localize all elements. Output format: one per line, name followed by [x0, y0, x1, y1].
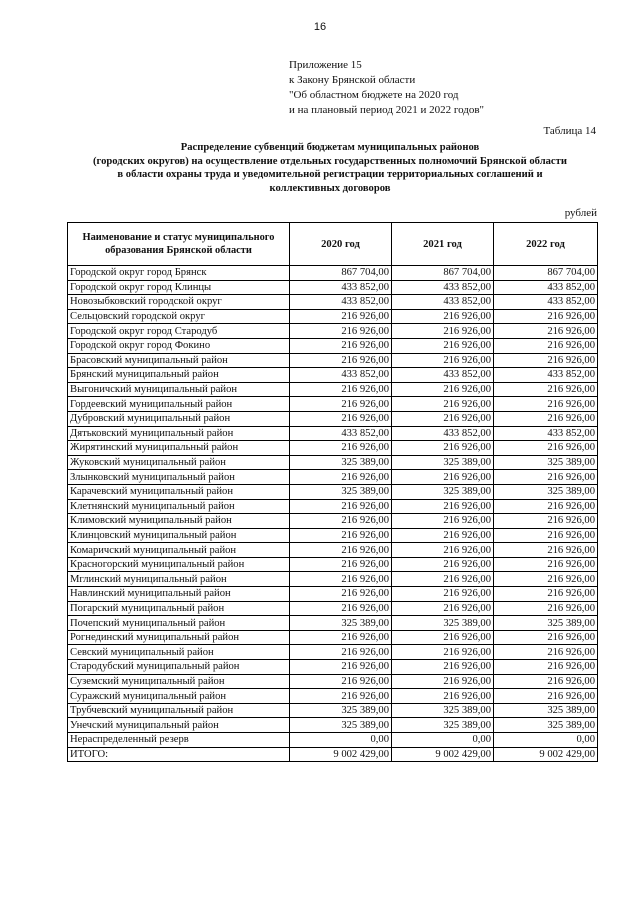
table-row	[68, 572, 598, 587]
value-2021-cell: 325 389,00	[392, 703, 494, 718]
value-2022-cell: 216 926,00	[494, 411, 598, 426]
table-row	[68, 266, 598, 281]
value-2021-cell: 325 389,00	[392, 484, 494, 499]
municipality-cell: Городской округ город Стародуб	[68, 324, 290, 339]
table-row	[68, 353, 598, 368]
table-header	[68, 223, 598, 266]
value-2021-cell: 216 926,00	[392, 543, 494, 558]
value-2022-cell: 216 926,00	[494, 514, 598, 529]
value-2021-cell: 867 704,00	[392, 266, 494, 281]
municipality-cell: ИТОГО:	[68, 747, 290, 762]
header-2022: 2022 год	[494, 223, 598, 266]
value-2022-cell: 9 002 429,00	[494, 747, 598, 762]
value-2020-cell: 433 852,00	[290, 280, 392, 295]
value-2022-cell: 216 926,00	[494, 689, 598, 704]
value-2020-cell: 216 926,00	[290, 674, 392, 689]
value-2020-cell: 216 926,00	[290, 528, 392, 543]
value-2020-cell: 216 926,00	[290, 338, 392, 353]
value-2021-cell: 216 926,00	[392, 660, 494, 675]
municipality-cell: Городской округ город Брянск	[68, 266, 290, 281]
table-row	[68, 470, 598, 485]
table-row	[68, 514, 598, 529]
value-2022-cell: 216 926,00	[494, 543, 598, 558]
municipality-cell: Новозыбковский городской округ	[68, 295, 290, 310]
value-2022-cell: 867 704,00	[494, 266, 598, 281]
value-2021-cell: 216 926,00	[392, 397, 494, 412]
value-2020-cell: 216 926,00	[290, 543, 392, 558]
value-2020-cell: 433 852,00	[290, 295, 392, 310]
value-2021-cell: 216 926,00	[392, 338, 494, 353]
municipality-cell: Дубровский муниципальный район	[68, 411, 290, 426]
appendix-line-2: к Закону Брянской области	[289, 74, 416, 86]
table-row	[68, 660, 598, 675]
value-2021-cell: 433 852,00	[392, 280, 494, 295]
value-2021-cell: 216 926,00	[392, 499, 494, 514]
value-2020-cell: 216 926,00	[290, 587, 392, 602]
table-row	[68, 703, 598, 718]
value-2022-cell: 216 926,00	[494, 587, 598, 602]
table-row	[68, 645, 598, 660]
title-line-4: коллективных договоров	[269, 182, 391, 194]
municipality-cell: Красногорский муниципальный район	[68, 557, 290, 572]
value-2022-cell: 325 389,00	[494, 484, 598, 499]
table-row	[68, 411, 598, 426]
value-2022-cell: 216 926,00	[494, 499, 598, 514]
page-number: 16	[313, 21, 327, 33]
value-2020-cell: 216 926,00	[290, 689, 392, 704]
value-2022-cell: 216 926,00	[494, 470, 598, 485]
value-2020-cell: 9 002 429,00	[290, 747, 392, 762]
value-2021-cell: 9 002 429,00	[392, 747, 494, 762]
value-2021-cell: 216 926,00	[392, 674, 494, 689]
municipality-cell: Клетнянский муниципальный район	[68, 499, 290, 514]
value-2022-cell: 216 926,00	[494, 572, 598, 587]
value-2020-cell: 216 926,00	[290, 309, 392, 324]
value-2021-cell: 216 926,00	[392, 645, 494, 660]
municipality-cell: Рогнединский муниципальный район	[68, 630, 290, 645]
value-2020-cell: 216 926,00	[290, 645, 392, 660]
table-row	[68, 397, 598, 412]
document-title	[60, 141, 600, 195]
value-2022-cell: 433 852,00	[494, 426, 598, 441]
municipality-cell: Унечский муниципальный район	[68, 718, 290, 733]
municipality-cell: Климовский муниципальный район	[68, 514, 290, 529]
municipality-cell: Суземский муниципальный район	[68, 674, 290, 689]
value-2020-cell: 216 926,00	[290, 660, 392, 675]
table-row	[68, 324, 598, 339]
value-2022-cell: 433 852,00	[494, 280, 598, 295]
header-row	[68, 223, 598, 266]
table-row	[68, 630, 598, 645]
value-2021-cell: 216 926,00	[392, 470, 494, 485]
value-2021-cell: 216 926,00	[392, 572, 494, 587]
municipality-cell: Нераспределенный резерв	[68, 733, 290, 748]
table-row	[68, 543, 598, 558]
table-row	[68, 601, 598, 616]
value-2021-cell: 433 852,00	[392, 426, 494, 441]
header-2020: 2020 год	[290, 223, 392, 266]
table-row	[68, 309, 598, 324]
municipality-cell: Комаричский муниципальный район	[68, 543, 290, 558]
table-row	[68, 484, 598, 499]
value-2021-cell: 216 926,00	[392, 630, 494, 645]
value-2022-cell: 216 926,00	[494, 324, 598, 339]
table-row	[68, 718, 598, 733]
value-2022-cell: 216 926,00	[494, 309, 598, 324]
value-2020-cell: 325 389,00	[290, 718, 392, 733]
value-2022-cell: 433 852,00	[494, 368, 598, 383]
value-2022-cell: 325 389,00	[494, 703, 598, 718]
value-2022-cell: 216 926,00	[494, 528, 598, 543]
municipality-cell: Навлинский муниципальный район	[68, 587, 290, 602]
value-2021-cell: 433 852,00	[392, 295, 494, 310]
title-line-2: (городских округов) на осуществление отдельных государственных полномочий Брянской области	[93, 155, 567, 167]
municipality-cell: Почепский муниципальный район	[68, 616, 290, 631]
value-2020-cell: 216 926,00	[290, 470, 392, 485]
value-2021-cell: 216 926,00	[392, 689, 494, 704]
municipality-cell: Трубчевский муниципальный район	[68, 703, 290, 718]
units-label: рублей	[564, 207, 597, 219]
municipality-cell: Жирятинский муниципальный район	[68, 441, 290, 456]
municipality-cell: Суражский муниципальный район	[68, 689, 290, 704]
table-row	[68, 455, 598, 470]
value-2021-cell: 325 389,00	[392, 616, 494, 631]
value-2020-cell: 216 926,00	[290, 557, 392, 572]
value-2022-cell: 216 926,00	[494, 645, 598, 660]
municipality-cell: Гордеевский муниципальный район	[68, 397, 290, 412]
value-2022-cell: 216 926,00	[494, 674, 598, 689]
value-2022-cell: 216 926,00	[494, 660, 598, 675]
value-2022-cell: 0,00	[494, 733, 598, 748]
table-row	[68, 280, 598, 295]
table-row	[68, 338, 598, 353]
appendix-line-4: и на плановый период 2021 и 2022 годов"	[289, 104, 485, 116]
appendix-line-1: Приложение 15	[289, 59, 362, 71]
table-row	[68, 616, 598, 631]
value-2022-cell: 216 926,00	[494, 397, 598, 412]
header-municipality-line-2: образования Брянской области	[105, 245, 252, 256]
header-municipality	[68, 223, 290, 266]
appendix-line-3: "Об областном бюджете на 2020 год	[289, 89, 459, 101]
appendix-header	[289, 58, 484, 118]
municipality-cell: Выгоничский муниципальный район	[68, 382, 290, 397]
municipality-cell: Городской округ город Клинцы	[68, 280, 290, 295]
value-2020-cell: 216 926,00	[290, 499, 392, 514]
value-2021-cell: 325 389,00	[392, 455, 494, 470]
value-2020-cell: 216 926,00	[290, 572, 392, 587]
table-row	[68, 689, 598, 704]
value-2021-cell: 216 926,00	[392, 601, 494, 616]
value-2022-cell: 216 926,00	[494, 441, 598, 456]
municipality-cell: Жуковский муниципальный район	[68, 455, 290, 470]
table-row	[68, 674, 598, 689]
table-row	[68, 426, 598, 441]
value-2020-cell: 0,00	[290, 733, 392, 748]
table-row	[68, 733, 598, 748]
table-row	[68, 441, 598, 456]
value-2021-cell: 216 926,00	[392, 324, 494, 339]
municipality-cell: Злынковский муниципальный район	[68, 470, 290, 485]
value-2020-cell: 325 389,00	[290, 616, 392, 631]
value-2020-cell: 216 926,00	[290, 441, 392, 456]
table-row	[68, 528, 598, 543]
value-2021-cell: 216 926,00	[392, 382, 494, 397]
municipality-cell: Клинцовский муниципальный район	[68, 528, 290, 543]
value-2020-cell: 216 926,00	[290, 324, 392, 339]
value-2020-cell: 216 926,00	[290, 382, 392, 397]
header-municipality-line-1: Наименование и статус муниципального	[82, 232, 275, 243]
table-row	[68, 747, 598, 762]
value-2020-cell: 216 926,00	[290, 411, 392, 426]
value-2020-cell: 216 926,00	[290, 353, 392, 368]
value-2022-cell: 216 926,00	[494, 353, 598, 368]
municipality-cell: Мглинский муниципальный район	[68, 572, 290, 587]
value-2021-cell: 216 926,00	[392, 514, 494, 529]
header-2021: 2021 год	[392, 223, 494, 266]
value-2022-cell: 325 389,00	[494, 616, 598, 631]
value-2020-cell: 325 389,00	[290, 703, 392, 718]
subvention-table	[67, 222, 598, 762]
value-2022-cell: 216 926,00	[494, 338, 598, 353]
value-2021-cell: 216 926,00	[392, 587, 494, 602]
value-2021-cell: 325 389,00	[392, 718, 494, 733]
value-2020-cell: 216 926,00	[290, 514, 392, 529]
value-2021-cell: 216 926,00	[392, 441, 494, 456]
municipality-cell: Сельцовский городской округ	[68, 309, 290, 324]
value-2021-cell: 0,00	[392, 733, 494, 748]
municipality-cell: Севский муниципальный район	[68, 645, 290, 660]
value-2022-cell: 216 926,00	[494, 557, 598, 572]
title-line-3: в области охраны труда и уведомительной регистрации территориальных соглашений и	[117, 169, 543, 180]
value-2022-cell: 325 389,00	[494, 455, 598, 470]
municipality-cell: Стародубский муниципальный район	[68, 660, 290, 675]
table-row	[68, 295, 598, 310]
value-2020-cell: 433 852,00	[290, 426, 392, 441]
table-row	[68, 382, 598, 397]
value-2020-cell: 867 704,00	[290, 266, 392, 281]
table-body	[68, 266, 598, 762]
value-2021-cell: 216 926,00	[392, 528, 494, 543]
value-2020-cell: 216 926,00	[290, 630, 392, 645]
value-2020-cell: 433 852,00	[290, 368, 392, 383]
value-2021-cell: 216 926,00	[392, 353, 494, 368]
municipality-cell: Дятьковский муниципальный район	[68, 426, 290, 441]
municipality-cell: Брянский муниципальный район	[68, 368, 290, 383]
value-2022-cell: 325 389,00	[494, 718, 598, 733]
value-2020-cell: 216 926,00	[290, 397, 392, 412]
value-2021-cell: 216 926,00	[392, 309, 494, 324]
municipality-cell: Погарский муниципальный район	[68, 601, 290, 616]
value-2021-cell: 216 926,00	[392, 411, 494, 426]
value-2020-cell: 216 926,00	[290, 601, 392, 616]
table-label: Таблица 14	[543, 125, 596, 137]
value-2021-cell: 433 852,00	[392, 368, 494, 383]
table-row	[68, 368, 598, 383]
table-row	[68, 557, 598, 572]
value-2022-cell: 216 926,00	[494, 630, 598, 645]
table-row	[68, 587, 598, 602]
value-2020-cell: 325 389,00	[290, 484, 392, 499]
municipality-cell: Карачевский муниципальный район	[68, 484, 290, 499]
value-2022-cell: 216 926,00	[494, 601, 598, 616]
value-2020-cell: 325 389,00	[290, 455, 392, 470]
value-2022-cell: 433 852,00	[494, 295, 598, 310]
municipality-cell: Городской округ город Фокино	[68, 338, 290, 353]
table-row	[68, 499, 598, 514]
municipality-cell: Брасовский муниципальный район	[68, 353, 290, 368]
value-2022-cell: 216 926,00	[494, 382, 598, 397]
value-2021-cell: 216 926,00	[392, 557, 494, 572]
title-line-1: Распределение субвенций бюджетам муниципальных районов	[180, 142, 480, 153]
